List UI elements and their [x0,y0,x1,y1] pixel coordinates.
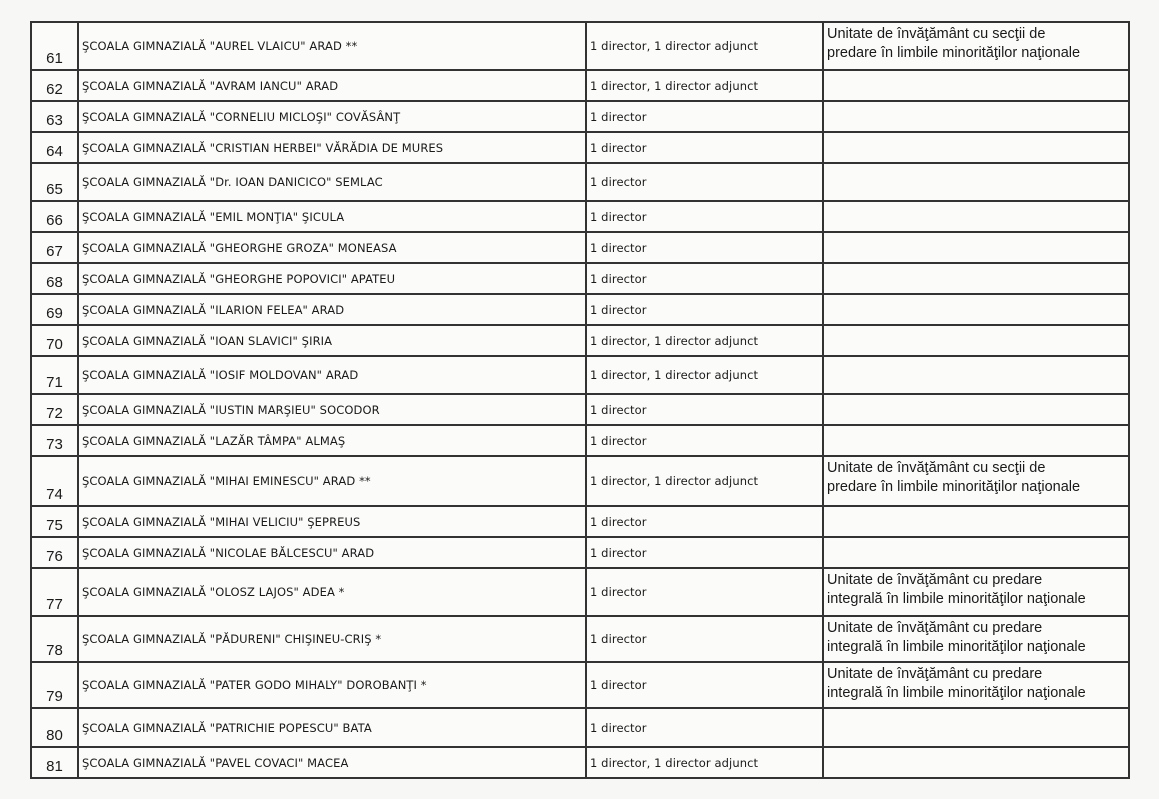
row-number: 62 [31,70,78,101]
note-line: Unitate de învăţământ cu secţii de [827,460,1046,476]
schools-table [30,21,1130,779]
school-note [823,325,1129,356]
school-name: ŞCOALA GIMNAZIALĂ "CRISTIAN HERBEI" VĂRĂDIA DE MURES [78,132,586,163]
school-name: ŞCOALA GIMNAZIALĂ "PAVEL COVACI" MACEA [78,747,586,778]
school-note [823,263,1129,294]
director-positions: 1 director [586,537,823,568]
school-name: ŞCOALA GIMNAZIALĂ "IUSTIN MARŞIEU" SOCODOR [78,394,586,425]
table-row [31,22,1129,70]
row-number: 74 [31,456,78,506]
school-note [823,163,1129,201]
row-number: 70 [31,325,78,356]
table-row [31,568,1129,616]
director-positions: 1 director, 1 director adjunct [586,325,823,356]
note-line: Unitate de învăţământ cu predare [827,572,1043,588]
school-name: ŞCOALA GIMNAZIALĂ "LAZĂR TÂMPA" ALMAŞ [78,425,586,456]
note-line: integrală în limbile minorităţilor naţionale [827,685,1086,701]
table-row [31,263,1129,294]
school-name: ŞCOALA GIMNAZIALĂ "GHEORGHE GROZA" MONEASA [78,232,586,263]
school-name: ŞCOALA GIMNAZIALĂ "PĂDURENI" CHIŞINEU-CRIŞ * [78,616,586,662]
row-number: 61 [31,22,78,70]
table-row [31,232,1129,263]
row-number: 81 [31,747,78,778]
table-row [31,325,1129,356]
director-positions: 1 director [586,425,823,456]
table-row [31,294,1129,325]
school-note [823,101,1129,132]
row-number: 65 [31,163,78,201]
school-note [823,708,1129,747]
row-number: 72 [31,394,78,425]
row-number: 63 [31,101,78,132]
school-note [823,294,1129,325]
director-positions: 1 director [586,132,823,163]
note-line: integrală în limbile minorităţilor naţionale [827,639,1086,655]
director-positions: 1 director [586,201,823,232]
director-positions: 1 director [586,708,823,747]
director-positions: 1 director, 1 director adjunct [586,747,823,778]
table-row [31,456,1129,506]
table-row [31,394,1129,425]
school-name: ŞCOALA GIMNAZIALĂ "PATER GODO MIHALY" DOROBANŢI * [78,662,586,708]
row-number: 66 [31,201,78,232]
note-line: predare în limbile minorităţilor naţionale [827,479,1081,495]
table-row [31,708,1129,747]
table-row [31,425,1129,456]
school-name: ŞCOALA GIMNAZIALĂ "EMIL MONŢIA" ŞICULA [78,201,586,232]
school-name: ŞCOALA GIMNAZIALĂ "OLOSZ LAJOS" ADEA * [78,568,586,616]
row-number: 71 [31,356,78,394]
row-number: 68 [31,263,78,294]
row-number: 73 [31,425,78,456]
note-line: Unitate de învăţământ cu secţii de [827,26,1046,42]
school-name: ŞCOALA GIMNAZIALĂ "ILARION FELEA" ARAD [78,294,586,325]
row-number: 78 [31,616,78,662]
table-row [31,132,1129,163]
table-row [31,201,1129,232]
table-row [31,662,1129,708]
school-name: ŞCOALA GIMNAZIALĂ "AUREL VLAICU" ARAD ** [78,22,586,70]
school-note [823,616,1129,662]
director-positions: 1 director, 1 director adjunct [586,22,823,70]
director-positions: 1 director [586,506,823,537]
school-name: ŞCOALA GIMNAZIALĂ "IOSIF MOLDOVAN" ARAD [78,356,586,394]
school-note [823,201,1129,232]
table-row [31,163,1129,201]
table-body [31,22,1129,778]
row-number: 64 [31,132,78,163]
school-name: ŞCOALA GIMNAZIALĂ "AVRAM IANCU" ARAD [78,70,586,101]
director-positions: 1 director [586,616,823,662]
school-note [823,425,1129,456]
school-name: ŞCOALA GIMNAZIALĂ "NICOLAE BĂLCESCU" ARAD [78,537,586,568]
school-name: ŞCOALA GIMNAZIALĂ "MIHAI EMINESCU" ARAD ** [78,456,586,506]
school-note [823,506,1129,537]
school-note [823,662,1129,708]
school-note [823,568,1129,616]
table-row [31,747,1129,778]
school-name: ŞCOALA GIMNAZIALĂ "CORNELIU MICLOŞI" COVĂSÂNŢ [78,101,586,132]
row-number: 80 [31,708,78,747]
row-number: 67 [31,232,78,263]
table-row [31,616,1129,662]
school-name: ŞCOALA GIMNAZIALĂ "GHEORGHE POPOVICI" APATEU [78,263,586,294]
director-positions: 1 director [586,394,823,425]
table-row [31,506,1129,537]
note-line: integrală în limbile minorităţilor naţionale [827,591,1086,607]
director-positions: 1 director, 1 director adjunct [586,356,823,394]
table-row [31,356,1129,394]
school-note [823,232,1129,263]
note-line: Unitate de învăţământ cu predare [827,666,1043,682]
director-positions: 1 director, 1 director adjunct [586,456,823,506]
director-positions: 1 director, 1 director adjunct [586,70,823,101]
table-row [31,537,1129,568]
director-positions: 1 director [586,101,823,132]
director-positions: 1 director [586,263,823,294]
director-positions: 1 director [586,294,823,325]
school-note [823,22,1129,70]
director-positions: 1 director [586,232,823,263]
school-name: ŞCOALA GIMNAZIALĂ "IOAN SLAVICI" ŞIRIA [78,325,586,356]
director-positions: 1 director [586,163,823,201]
school-name: ŞCOALA GIMNAZIALĂ "Dr. IOAN DANICICO" SEMLAC [78,163,586,201]
school-note [823,456,1129,506]
school-name: ŞCOALA GIMNAZIALĂ "MIHAI VELICIU" ŞEPREUS [78,506,586,537]
row-number: 79 [31,662,78,708]
school-name: ŞCOALA GIMNAZIALĂ "PATRICHIE POPESCU" BATA [78,708,586,747]
school-note [823,537,1129,568]
note-line: predare în limbile minorităţilor naţionale [827,45,1081,61]
table-row [31,101,1129,132]
row-number: 69 [31,294,78,325]
row-number: 76 [31,537,78,568]
school-note [823,747,1129,778]
row-number: 77 [31,568,78,616]
school-note [823,70,1129,101]
row-number: 75 [31,506,78,537]
note-line: Unitate de învăţământ cu predare [827,620,1043,636]
table-row [31,70,1129,101]
school-note [823,356,1129,394]
director-positions: 1 director [586,568,823,616]
school-note [823,394,1129,425]
director-positions: 1 director [586,662,823,708]
school-note [823,132,1129,163]
